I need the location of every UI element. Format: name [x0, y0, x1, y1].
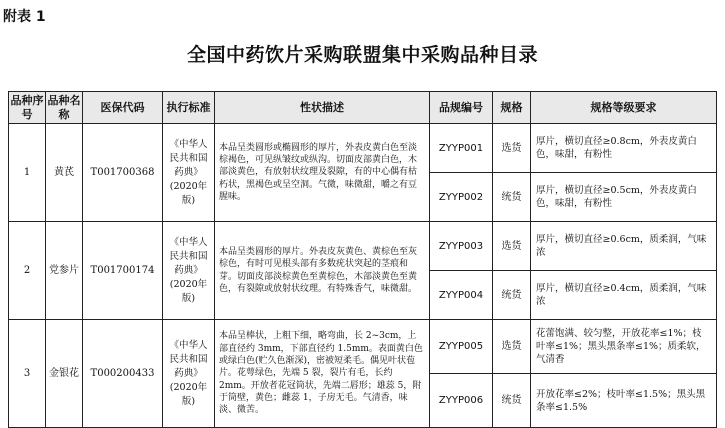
spec-code: ZYYP002: [430, 173, 493, 222]
column-header: 规格等级要求: [531, 92, 717, 124]
table-row: [9, 124, 717, 173]
execution-standard: 《中华人民共和国药典》(2020年版): [163, 124, 215, 222]
page-title: 全国中药饮片采购联盟集中采购品种目录: [186, 44, 538, 66]
column-header: 品种名称: [46, 92, 83, 124]
catalog-table: [8, 91, 717, 428]
insurance-code: T000200433: [83, 320, 163, 428]
spec-code: ZYYP003: [430, 222, 493, 271]
spec-requirement: 厚片，横切直径≥0.8cm，外表皮黄白色，味甜，有粉性: [531, 124, 717, 173]
spec-code: ZYYP006: [430, 374, 493, 428]
spec-code: ZYYP005: [430, 320, 493, 374]
spec-code: ZYYP001: [430, 124, 493, 173]
item-seq: 3: [9, 320, 46, 428]
spec-grade: 选货: [493, 124, 531, 173]
insurance-code: T001700368: [83, 124, 163, 222]
spec-requirement: 厚片，横切直径≥0.4cm，质柔润，气味浓: [531, 271, 717, 320]
item-name: 金银花: [46, 320, 83, 428]
spec-grade: 统货: [493, 173, 531, 222]
spec-requirement: 花蕾饱满、较匀整，开放花率≤1%；枝叶率≤1%；黑头黑条率≤1%；质柔软，气清香: [531, 320, 717, 374]
insurance-code: T001700174: [83, 222, 163, 320]
spec-grade: 选货: [493, 222, 531, 271]
column-header: 执行标准: [163, 92, 215, 124]
column-header: 医保代码: [83, 92, 163, 124]
spec-grade: 统货: [493, 271, 531, 320]
execution-standard: 《中华人民共和国药典》(2020年版): [163, 222, 215, 320]
spec-code: ZYYP004: [430, 271, 493, 320]
table-row: [9, 222, 717, 271]
item-seq: 2: [9, 222, 46, 320]
column-header: 性状描述: [215, 92, 430, 124]
spec-requirement: 厚片，横切直径≥0.6cm，质柔润，气味浓: [531, 222, 717, 271]
table-row: [9, 320, 717, 374]
item-seq: 1: [9, 124, 46, 222]
attachment-label: 附表 1: [3, 9, 46, 25]
item-description: 本品呈类圆形的厚片。外表皮灰黄色、黄棕色至灰棕色，有时可见根头部有多数疣状突起的茎痕和芽。切面皮部淡棕黄色至黄棕色，木部淡黄色至黄色，有裂隙或放射状纹理。有特殊香气，味微甜。: [215, 222, 430, 320]
column-header: 品种序号: [9, 92, 46, 124]
column-header: 品规编号: [430, 92, 493, 124]
item-name: 党参片: [46, 222, 83, 320]
execution-standard: 《中华人民共和国药典》(2020年版): [163, 320, 215, 428]
spec-grade: 统货: [493, 374, 531, 428]
item-name: 黄芪: [46, 124, 83, 222]
spec-requirement: 厚片，横切直径≥0.5cm，外表皮黄白色，味甜，有粉性: [531, 173, 717, 222]
table-header-row: [9, 92, 717, 124]
spec-requirement: 开放花率≤2%；枝叶率≤1.5%；黑头黑条率≤1.5%: [531, 374, 717, 428]
item-description: 本品呈棒状，上粗下细，略弯曲，长 2~3cm，上部直径约 3mm，下部直径约 1.5mm。表面黄白色或绿白色(贮久色渐深)，密被短柔毛。偶见叶状苞片。花萼绿色，先端 5 裂，裂片有毛，长约 2mm。开放者花冠筒状，先端二唇形；雄蕊 5，附于筒壁，黄色；雌蕊 1，子房无毛。气清香，味淡、微苦。: [215, 320, 430, 428]
column-header: 规格: [493, 92, 531, 124]
spec-grade: 选货: [493, 320, 531, 374]
item-description: 本品呈类圆形或椭圆形的厚片，外表皮黄白色至淡棕褐色，可见纵皱纹或纵沟。切面皮部黄白色，木部淡黄色，有放射状纹理及裂隙，有的中心偶有枯朽状，黑褐色或呈空洞。气微，味微甜，嚼之有豆腥味。: [215, 124, 430, 222]
